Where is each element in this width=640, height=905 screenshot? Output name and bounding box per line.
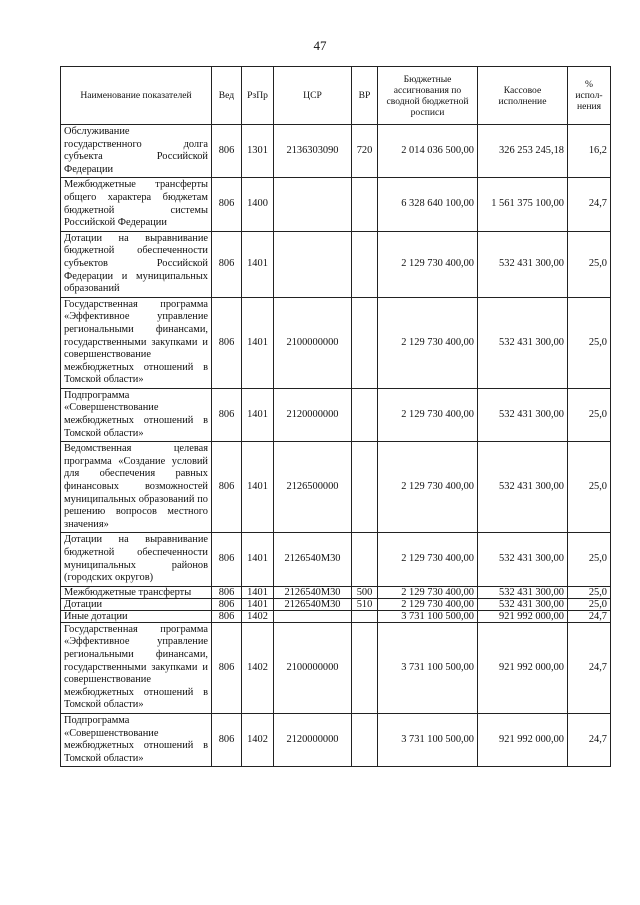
header-csr: ЦСР <box>274 67 352 125</box>
cell-vr <box>352 388 378 441</box>
cell-vr <box>352 297 378 388</box>
cell-vr <box>352 713 378 766</box>
header-vr: ВР <box>352 67 378 125</box>
cell-csr: 2126540М30 <box>274 598 352 610</box>
cell-pct: 25,0 <box>568 442 611 533</box>
cell-budget: 2 129 730 400,00 <box>378 598 478 610</box>
cell-rzpr: 1402 <box>242 713 274 766</box>
cell-ved: 806 <box>212 442 242 533</box>
cell-vr <box>352 231 378 297</box>
cell-cash: 921 992 000,00 <box>478 610 568 622</box>
cell-name: Дотации на выравнивание бюджетной обеспеченности субъектов Российской Федерации и муниципальных образований <box>61 231 212 297</box>
table-row <box>61 442 611 533</box>
table-row <box>61 297 611 388</box>
cell-ved: 806 <box>212 178 242 231</box>
cell-rzpr: 1401 <box>242 231 274 297</box>
cell-ved: 806 <box>212 297 242 388</box>
cell-budget: 2 129 730 400,00 <box>378 297 478 388</box>
cell-name: Межбюджетные трансферты <box>61 586 212 598</box>
cell-csr: 2120000000 <box>274 388 352 441</box>
cell-ved: 806 <box>212 713 242 766</box>
cell-vr <box>352 610 378 622</box>
cell-csr: 2126500000 <box>274 442 352 533</box>
cell-csr: 2100000000 <box>274 297 352 388</box>
cell-name: Государственная программа «Эффективное управление региональными финансами, государственными закупками и совершенствование межбюджетных отношений в Томской области» <box>61 622 212 713</box>
cell-budget: 2 129 730 400,00 <box>378 586 478 598</box>
cell-cash: 326 253 245,18 <box>478 125 568 178</box>
header-rzpr: РзПр <box>242 67 274 125</box>
cell-ved: 806 <box>212 125 242 178</box>
cell-rzpr: 1401 <box>242 297 274 388</box>
cell-ved: 806 <box>212 586 242 598</box>
cell-name: Дотации <box>61 598 212 610</box>
cell-rzpr: 1401 <box>242 388 274 441</box>
cell-pct: 25,0 <box>568 231 611 297</box>
cell-budget: 2 129 730 400,00 <box>378 533 478 586</box>
cell-budget: 3 731 100 500,00 <box>378 713 478 766</box>
cell-cash: 921 992 000,00 <box>478 622 568 713</box>
cell-vr <box>352 178 378 231</box>
cell-vr <box>352 533 378 586</box>
table-row <box>61 610 611 622</box>
cell-budget: 6 328 640 100,00 <box>378 178 478 231</box>
cell-cash: 1 561 375 100,00 <box>478 178 568 231</box>
cell-budget: 2 014 036 500,00 <box>378 125 478 178</box>
cell-ved: 806 <box>212 622 242 713</box>
cell-rzpr: 1401 <box>242 533 274 586</box>
cell-rzpr: 1401 <box>242 442 274 533</box>
cell-ved: 806 <box>212 533 242 586</box>
cell-pct: 24,7 <box>568 610 611 622</box>
cell-ved: 806 <box>212 598 242 610</box>
cell-vr: 500 <box>352 586 378 598</box>
table-row <box>61 178 611 231</box>
cell-cash: 532 431 300,00 <box>478 231 568 297</box>
table-body <box>61 125 611 767</box>
cell-rzpr: 1400 <box>242 178 274 231</box>
table-row <box>61 125 611 178</box>
cell-csr: 2100000000 <box>274 622 352 713</box>
cell-csr: 2136303090 <box>274 125 352 178</box>
cell-csr <box>274 178 352 231</box>
cell-cash: 532 431 300,00 <box>478 586 568 598</box>
cell-rzpr: 1401 <box>242 598 274 610</box>
cell-name: Межбюджетные трансферты общего характера бюджетам бюджетной системы Российской Федерации <box>61 178 212 231</box>
cell-name: Подпрограмма «Совершенствование межбюджетных отношений в Томской области» <box>61 713 212 766</box>
cell-name: Ведомственная целевая программа «Создание условий для обеспечения равных финансовых возможностей муниципальных образований по решению вопросов местного значения» <box>61 442 212 533</box>
cell-ved: 806 <box>212 610 242 622</box>
cell-name: Иные дотации <box>61 610 212 622</box>
cell-rzpr: 1401 <box>242 586 274 598</box>
cell-rzpr: 1301 <box>242 125 274 178</box>
cell-pct: 25,0 <box>568 598 611 610</box>
cell-budget: 2 129 730 400,00 <box>378 231 478 297</box>
cell-ved: 806 <box>212 388 242 441</box>
header-ved: Вед <box>212 67 242 125</box>
cell-cash: 532 431 300,00 <box>478 297 568 388</box>
cell-budget: 3 731 100 500,00 <box>378 622 478 713</box>
cell-csr: 2120000000 <box>274 713 352 766</box>
cell-name: Обслуживание государственного долга субъекта Российской Федерации <box>61 125 212 178</box>
header-name: Наименование показателей <box>61 67 212 125</box>
cell-pct: 24,7 <box>568 178 611 231</box>
table-row <box>61 388 611 441</box>
cell-budget: 3 731 100 500,00 <box>378 610 478 622</box>
header-pct: % испол-нения <box>568 67 611 125</box>
cell-name: Государственная программа «Эффективное управление региональными финансами, государственными закупками и совершенствование межбюджетных отношений в Томской области» <box>61 297 212 388</box>
cell-ved: 806 <box>212 231 242 297</box>
cell-vr <box>352 622 378 713</box>
cell-name: Дотации на выравнивание бюджетной обеспеченности муниципальных районов (городских округов) <box>61 533 212 586</box>
header-cash: Кассовое исполнение <box>478 67 568 125</box>
cell-cash: 532 431 300,00 <box>478 442 568 533</box>
cell-budget: 2 129 730 400,00 <box>378 442 478 533</box>
table-header-row <box>61 67 611 125</box>
cell-pct: 24,7 <box>568 713 611 766</box>
cell-budget: 2 129 730 400,00 <box>378 388 478 441</box>
cell-name: Подпрограмма «Совершенствование межбюджетных отношений в Томской области» <box>61 388 212 441</box>
cell-pct: 16,2 <box>568 125 611 178</box>
table-row <box>61 598 611 610</box>
cell-pct: 25,0 <box>568 388 611 441</box>
cell-cash: 532 431 300,00 <box>478 388 568 441</box>
cell-cash: 532 431 300,00 <box>478 533 568 586</box>
table-row <box>61 533 611 586</box>
table-row <box>61 586 611 598</box>
cell-pct: 25,0 <box>568 297 611 388</box>
cell-vr <box>352 442 378 533</box>
cell-vr: 510 <box>352 598 378 610</box>
cell-rzpr: 1402 <box>242 622 274 713</box>
cell-csr <box>274 610 352 622</box>
cell-csr: 2126540М30 <box>274 533 352 586</box>
cell-pct: 25,0 <box>568 533 611 586</box>
cell-cash: 921 992 000,00 <box>478 713 568 766</box>
table-row <box>61 622 611 713</box>
cell-rzpr: 1402 <box>242 610 274 622</box>
cell-cash: 532 431 300,00 <box>478 598 568 610</box>
header-budget: Бюджетные ассигнования по сводной бюджетной росписи <box>378 67 478 125</box>
budget-table <box>60 66 611 767</box>
cell-pct: 24,7 <box>568 622 611 713</box>
cell-csr <box>274 231 352 297</box>
table-row <box>61 231 611 297</box>
page-number: 47 <box>313 38 327 53</box>
cell-vr: 720 <box>352 125 378 178</box>
cell-pct: 25,0 <box>568 586 611 598</box>
cell-csr: 2126540М30 <box>274 586 352 598</box>
table-row <box>61 713 611 766</box>
